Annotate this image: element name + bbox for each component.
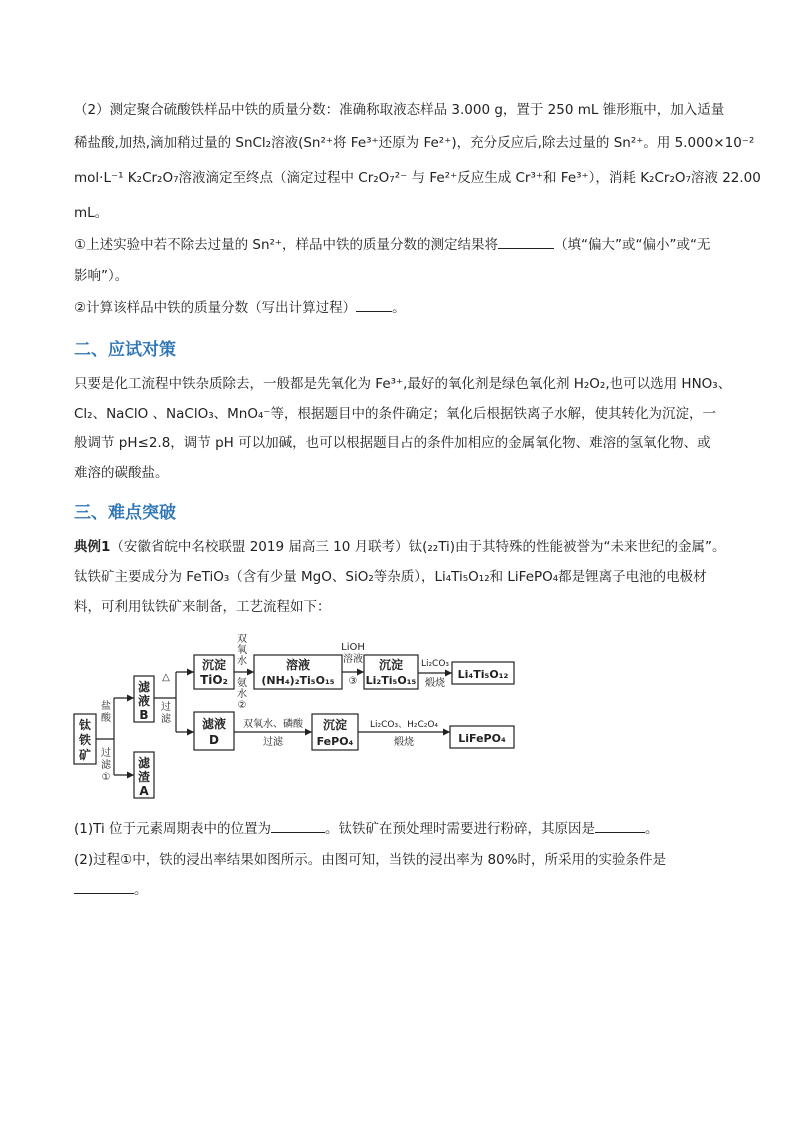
q2-sub1-line-2: 影响”）。: [74, 268, 129, 284]
question-1-text-b: 。钛铁矿在预处理时需要进行粉碎，其原因是: [325, 821, 595, 837]
process-flow-diagram: [70, 628, 530, 808]
question-2-line-1: (2)过程①中，铁的浸出率结果如图所示。由图可知，当铁的浸出率为 80%时，所采用的实验条件是: [74, 852, 667, 868]
q2-sub2-text-b: 。: [392, 300, 406, 316]
solution-box-label-2: (NH₄)₂Ti₅O₁₅: [261, 674, 335, 687]
acid-label-2: 酸: [101, 713, 111, 724]
q2-line-1: （2）测定聚合硫酸铁样品中铁的质量分数：准确称取液态样品 3.000 g，置于 250 mL 锥形瓶中，加入适量: [74, 102, 725, 118]
h2o2-label-2: 氧: [237, 645, 247, 656]
delta-label: △: [162, 672, 170, 683]
residue-a-label-1: 滤: [137, 756, 151, 770]
q2-line-4: mL。: [74, 205, 109, 221]
section2-line-3: 般调节 pH≤2.8，调节 pH 可以加碱，也可以根据题目占的条件加相应的金属氧化物、难溶的氢氧化物、或: [74, 435, 711, 451]
question-2-end: 。: [134, 882, 148, 898]
section-heading-breakthrough: 三、难点突破: [74, 503, 176, 523]
answer-blank[interactable]: [74, 879, 134, 894]
q2-sub1-line-1: [74, 233, 724, 257]
section2-line-2: Cl₂、NaClO 、NaClO₃、MnO₄⁻等，根据题目中的条件确定；氧化后根据铁离子水解，使其转化为沉淀，一: [74, 406, 717, 422]
example-label: 典例1: [74, 539, 111, 555]
example-text: （安徽省皖中名校联盟 2019 届高三 10 月联考）钛(₂₂Ti)由于其特殊的性能被誉为“未来世纪的金属”。: [110, 539, 726, 555]
residue-a-label-2: 渣: [137, 770, 151, 784]
h2o2-label-3: 水: [237, 656, 247, 667]
fepo4-box-label-1: 沉淀: [322, 718, 348, 732]
ammonia-label-3: ②: [237, 700, 247, 711]
acid-label-1: 盐: [101, 701, 111, 712]
q2-sub2-text-a: ②计算该样品中铁的质量分数（写出计算过程）: [74, 300, 357, 316]
filter3-label: 过滤: [263, 737, 283, 748]
calcine2-label: 煅烧: [394, 737, 414, 748]
h2o2-phosphoric-label: 双氧水、磷酸: [243, 719, 303, 730]
product2-label: LiFePO₄: [458, 732, 506, 745]
question-1-text-c: 。: [645, 821, 659, 837]
li2ti5o15-box-label-1: 沉淀: [378, 658, 404, 672]
ore-label-3: 矿: [78, 748, 92, 762]
q2-line-3: mol·L⁻¹ K₂Cr₂O₇溶液滴定至终点（滴定过程中 Cr₂O₇²⁻ 与 Fe²⁺反应生成 Cr³⁺和 Fe³⁺），消耗 K₂Cr₂O₇溶液 22.00: [74, 170, 761, 186]
answer-blank[interactable]: [498, 234, 554, 249]
q2-sub1-text-b: （填“偏大”或“偏小”或“无: [554, 237, 711, 253]
section-heading-strategy: 二、应试对策: [74, 340, 176, 360]
filter1-label-3: ①: [101, 772, 111, 783]
example-line-3: 料，可利用钛铁矿来制备，工艺流程如下：: [74, 599, 331, 615]
q2-line-2: 稀盐酸,加热,滴加稍过量的 SnCl₂溶液(Sn²⁺将 Fe³⁺还原为 Fe²⁺)，充分反应后,除去过量的 Sn²⁺。用 5.000×10⁻²: [74, 135, 755, 151]
question-1-text-a: (1)Ti 位于元素周期表中的位置为: [74, 821, 271, 837]
q2-sub1-text-a: ①上述实验中若不除去过量的 Sn²⁺，样品中铁的质量分数的测定结果将: [74, 237, 499, 253]
example-line-1: [74, 535, 724, 559]
ore-label-2: 铁: [78, 733, 92, 747]
filtrate-b-label-2: 液: [137, 694, 151, 708]
ammonia-label-1: 氨: [237, 678, 247, 689]
filtrate-b-label-1: 滤: [137, 680, 151, 694]
filtrate-d-label-1: 滤液: [201, 717, 227, 731]
tio2-box-label-1: 沉淀: [201, 658, 227, 672]
answer-blank[interactable]: [595, 818, 645, 833]
filtrate-d-label-2: D: [209, 733, 219, 747]
h2o2-label-1: 双: [237, 634, 247, 645]
lioh-label-2: 溶液: [343, 654, 363, 665]
question-1-line: [74, 817, 724, 841]
calcine1-label: 煅烧: [425, 678, 445, 689]
li2co3-label: Li₂CO₃: [420, 659, 450, 669]
residue-a-label-3: A: [139, 784, 149, 798]
li2co3-h2c2o4-label: Li₂CO₃、H₂C₂O₄: [369, 720, 439, 730]
filter1-label-2: 滤: [101, 760, 111, 771]
question-2-line-2: [74, 878, 724, 902]
filtrate-b-label-3: B: [139, 708, 149, 722]
ore-label-1: 钛: [78, 718, 92, 732]
lioh-label-1: LiOH: [341, 642, 365, 653]
filter1-label-1: 过: [101, 748, 111, 759]
ammonia-label-2: 水: [237, 689, 247, 700]
filter2-label-1: 过: [161, 702, 171, 713]
section2-line-4: 难溶的碳酸盐。: [74, 465, 169, 481]
lioh-label-3: ③: [348, 676, 358, 687]
answer-blank[interactable]: [356, 297, 392, 312]
product1-label: Li₄Ti₅O₁₂: [457, 668, 509, 681]
fepo4-box-label-2: FePO₄: [316, 735, 354, 748]
li2ti5o15-box-label-2: Li₂Ti₅O₁₅: [365, 674, 417, 687]
solution-box-label-1: 溶液: [285, 658, 311, 672]
filter2-label-2: 滤: [161, 714, 171, 725]
example-line-2: 钛铁矿主要成分为 FeTiO₃（含有少量 MgO、SiO₂等杂质），Li₄Ti₅O₁₂和 LiFePO₄都是锂离子电池的电极材: [74, 569, 707, 585]
section2-line-1: 只要是化工流程中铁杂质除去，一般都是先氧化为 Fe³⁺,最好的氧化剂是绿色氧化剂 H₂O₂,也可以选用 HNO₃、: [74, 376, 732, 392]
q2-sub2-line: [74, 296, 724, 320]
answer-blank[interactable]: [271, 818, 325, 833]
tio2-box-label-2: TiO₂: [200, 673, 228, 687]
